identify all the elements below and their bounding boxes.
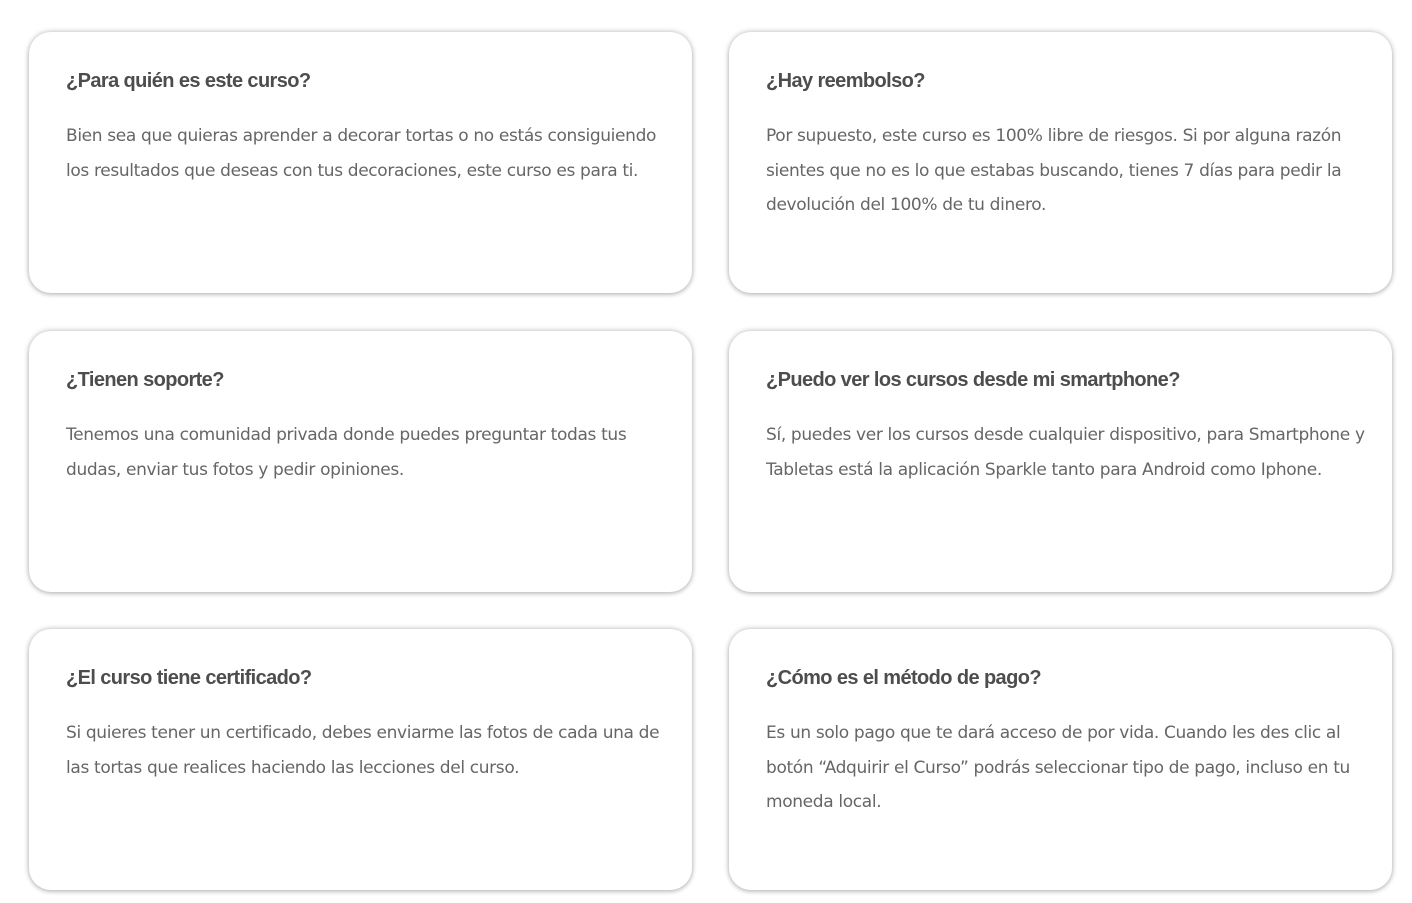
faq-answer: Bien sea que quieras aprender a decorar tortas o no estás consiguiendo los resultados que deseas con tus decoraciones, este curso es para ti. (66, 126, 657, 181)
faq-card (729, 629, 1392, 890)
faq-answer: Sí, puedes ver los cursos desde cualquier dispositivo, para Smartphone y Tabletas está la aplicación Sparkle tanto para Android como Iphone. (766, 425, 1365, 480)
faq-question: ¿Hay reembolso? (766, 70, 925, 92)
faq-question: ¿Para quién es este curso? (66, 70, 311, 92)
faq-answer: Tenemos una comunidad privada donde puedes preguntar todas tus dudas, enviar tus fotos y pedir opiniones. (66, 425, 627, 480)
faq-question: ¿El curso tiene certificado? (66, 667, 312, 689)
faq-answer: Por supuesto, este curso es 100% libre de riesgos. Si por alguna razón sientes que no es lo que estabas buscando, tienes 7 días para pedir la devolución del 100% de tu dinero. (766, 126, 1342, 216)
faq-question: ¿Puedo ver los cursos desde mi smartphone? (766, 369, 1180, 391)
faq-question: ¿Tienen soporte? (66, 369, 224, 391)
faq-card (29, 331, 692, 592)
faq-card (729, 331, 1392, 592)
faq-answer: Es un solo pago que te dará acceso de por vida. Cuando les des clic al botón “Adquirir el Curso” podrás seleccionar tipo de pago, incluso en tu moneda local. (766, 723, 1350, 813)
faq-answer: Si quieres tener un certificado, debes enviarme las fotos de cada una de las tortas que realices haciendo las lecciones del curso. (66, 723, 660, 778)
faq-card (729, 32, 1392, 293)
faq-question: ¿Cómo es el método de pago? (766, 667, 1041, 689)
faq-card (29, 32, 692, 293)
faq-card (29, 629, 692, 890)
